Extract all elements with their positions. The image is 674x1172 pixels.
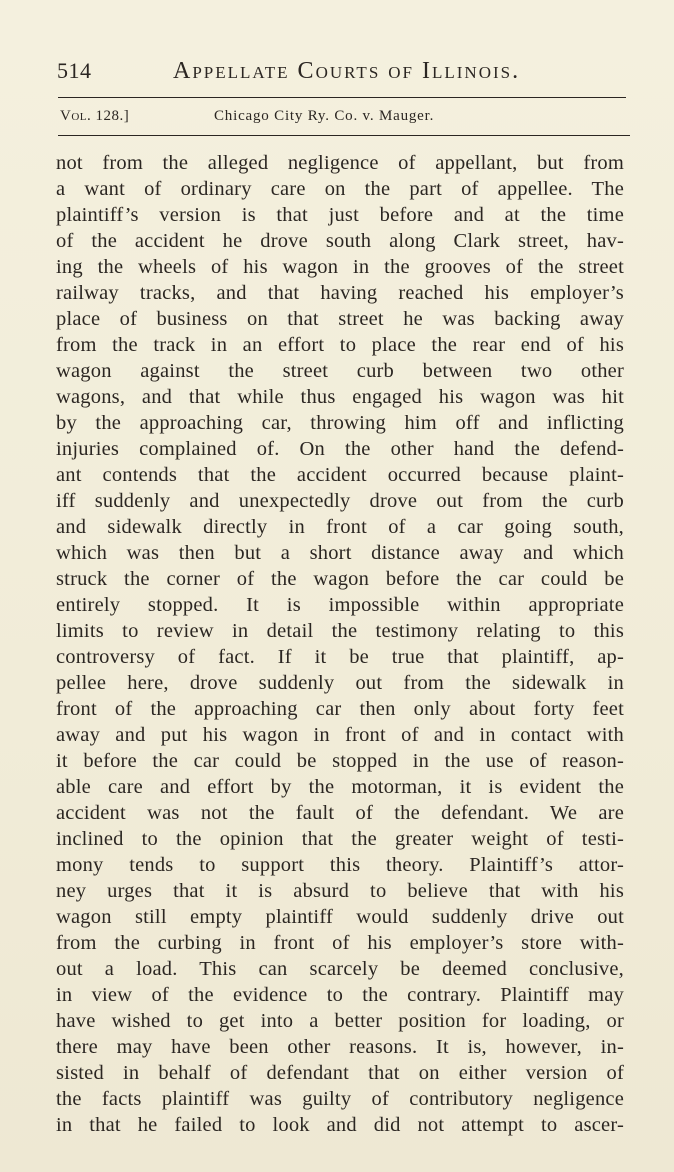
text-line: wagon still empty plaintiff would suddenly drive out — [56, 906, 624, 928]
text-line: iff suddenly and unexpectedly drove out from the curb — [56, 490, 624, 512]
text-line: of the accident he drove south along Clark street, hav- — [56, 230, 624, 252]
text-line: a want of ordinary care on the part of appellee. The — [56, 178, 624, 200]
text-line: railway tracks, and that having reached his employer’s — [56, 282, 624, 304]
text-line: out a load. This can scarcely be deemed conclusive, — [56, 958, 624, 980]
text-line: sisted in behalf of defendant that on either version of — [56, 1062, 624, 1084]
subheader-rule — [58, 135, 630, 136]
text-line: not from the alleged negligence of appellant, but from — [56, 152, 624, 174]
text-line: from the curbing in front of his employer’s store with- — [56, 932, 624, 954]
text-line: mony tends to support this theory. Plaintiff’s attor- — [56, 854, 624, 876]
text-line: pellee here, drove suddenly out from the sidewalk in — [56, 672, 624, 694]
text-line: accident was not the fault of the defendant. We are — [56, 802, 624, 824]
text-line: away and put his wagon in front of and in contact with — [56, 724, 624, 746]
text-line: and sidewalk directly in front of a car going south, — [56, 516, 624, 538]
text-line: able care and effort by the motorman, it is evident the — [56, 776, 624, 798]
text-line: the facts plaintiff was guilty of contributory negligence — [56, 1088, 624, 1110]
page-header — [57, 56, 627, 92]
body-text — [56, 150, 624, 1138]
header-rule — [58, 97, 626, 98]
text-line: by the approaching car, throwing him off and inflicting — [56, 412, 624, 434]
text-line: limits to review in detail the testimony relating to this — [56, 620, 624, 642]
text-line: inclined to the opinion that the greater weight of testi- — [56, 828, 624, 850]
text-line: place of business on that street he was backing away — [56, 308, 624, 330]
case-name: Chicago City Ry. Co. v. Mauger. — [214, 108, 435, 124]
text-line: from the track in an effort to place the rear end of his — [56, 334, 624, 356]
text-line: entirely stopped. It is impossible within appropriate — [56, 594, 624, 616]
text-line: controversy of fact. If it be true that plaintiff, ap- — [56, 646, 624, 668]
volume-label: Vol. 128.] — [60, 108, 130, 124]
text-line: in that he failed to look and did not attempt to ascer- — [56, 1114, 624, 1136]
text-line: which was then but a short distance away and which — [56, 542, 624, 564]
text-line: ing the wheels of his wagon in the grooves of the street — [56, 256, 624, 278]
text-line: injuries complained of. On the other hand the defend- — [56, 438, 624, 460]
case-subheader — [58, 104, 618, 130]
text-line: it before the car could be stopped in the use of reason- — [56, 750, 624, 772]
text-line: there may have been other reasons. It is, however, in- — [56, 1036, 624, 1058]
text-line: have wished to get into a better position for loading, or — [56, 1010, 624, 1032]
text-line: wagons, and that while thus engaged his wagon was hit — [56, 386, 624, 408]
text-line: struck the corner of the wagon before the car could be — [56, 568, 624, 590]
page-number: 514 — [57, 58, 92, 83]
text-line: ant contends that the accident occurred because plaint- — [56, 464, 624, 486]
text-line: ney urges that it is absurd to believe that with his — [56, 880, 624, 902]
running-title: Appellate Courts of Illinois. — [173, 58, 521, 84]
text-line: wagon against the street curb between two other — [56, 360, 624, 382]
text-line: front of the approaching car then only about forty feet — [56, 698, 624, 720]
text-line: in view of the evidence to the contrary. Plaintiff may — [56, 984, 624, 1006]
text-line: plaintiff’s version is that just before and at the time — [56, 204, 624, 226]
